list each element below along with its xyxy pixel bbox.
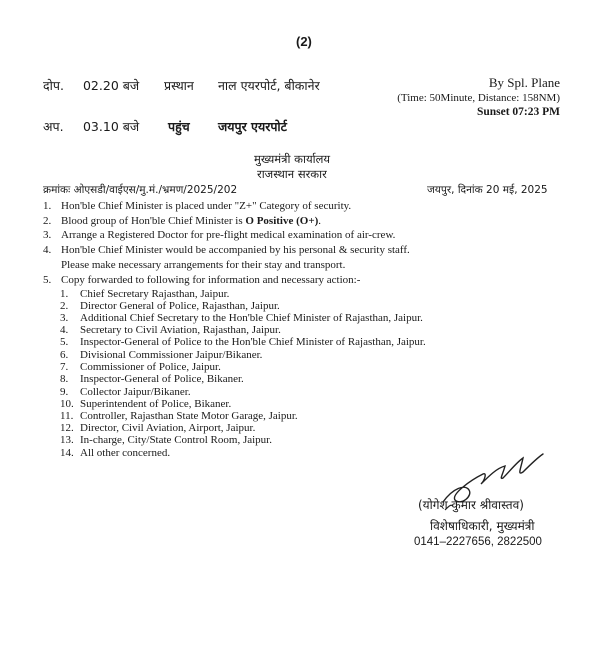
copy-item: 10. Superintendent of Police, Bikaner. <box>60 398 232 410</box>
copy-item: 11. Controller, Rajasthan State Motor Garage, Jaipur. <box>60 410 298 422</box>
office-subtitle: राजस्थान सरकार <box>257 167 327 181</box>
copy-item: 2. Director General of Police, Rajasthan, Jaipur. <box>60 300 280 312</box>
office-title: मुख्यमंत्री कार्यालय <box>254 152 331 166</box>
departure-label: दोप. <box>43 78 64 93</box>
point-1: 1. Hon'ble Chief Minister is placed under "Z+" Category of security. <box>43 200 352 212</box>
copy-item: 1. Chief Secretary Rajasthan, Jaipur. <box>60 288 230 300</box>
arrival-time: 03.10 बजे <box>82 119 140 134</box>
departure-place: नाल एयरपोर्ट, बीकानेर <box>217 78 320 93</box>
copy-item: 4. Secretary to Civil Aviation, Rajasthan, Jaipur. <box>60 324 281 336</box>
copy-item: 14. All other concerned. <box>60 447 171 459</box>
copy-item: 3. Additional Chief Secretary to the Hon'ble Chief Minister of Rajasthan, Jaipur. <box>60 312 423 324</box>
letter-date: जयपुर, दिनांक 20 मई, 2025 <box>427 184 548 196</box>
departure-time: 02.20 बजे <box>82 78 140 93</box>
signatory-name: (योगेश कुमार श्रीवास्तव) <box>418 498 524 512</box>
arrival-action: पहुंच <box>167 119 190 134</box>
point-2: 2. Blood group of Hon'ble Chief Minister is O Positive (O+). <box>43 215 322 227</box>
blood-group: O Positive (O+) <box>245 215 319 227</box>
departure-action: प्रस्थान <box>163 78 194 93</box>
departure-line <box>43 77 320 94</box>
arrival-place: जयपुर एयरपोर्ट <box>217 119 287 134</box>
point-3: 3. Arrange a Registered Doctor for pre-flight medical examination of air-crew. <box>43 229 396 241</box>
copy-item: 9. Collector Jaipur/Bikaner. <box>60 386 191 398</box>
copy-item: 13. In-charge, City/State Control Room, Jaipur. <box>60 434 272 446</box>
signatory-designation: विशेषाधिकारी, मुख्यमंत्री <box>430 519 535 533</box>
page-number: (2) <box>296 34 312 49</box>
point-4: 4. Hon'ble Chief Minister would be accompanied by his personal & security staff. <box>43 244 410 256</box>
arrival-label: अप. <box>43 119 64 134</box>
signatory-phone: 0141–2227656, 2822500 <box>414 536 542 548</box>
arrival-line <box>43 118 287 135</box>
flight-details: (Time: 50Minute, Distance: 158NM) <box>397 92 560 104</box>
flight-mode: By Spl. Plane <box>488 75 560 90</box>
sunset-time: Sunset 07:23 PM <box>476 106 560 118</box>
point-5: 5. Copy forwarded to following for information and necessary action:- <box>43 274 361 286</box>
copy-item: 5. Inspector-General of Police to the Hon'ble Chief Minister of Rajasthan, Jaipur. <box>60 336 426 348</box>
reference-number: क्रमांकः ओएसडी/वाईएस/मु.मं./भ्रमण/2025/202 <box>43 184 238 196</box>
copy-item: 8. Inspector-General of Police, Bikaner. <box>60 373 244 385</box>
copy-item: 6. Divisional Commissioner Jaipur/Bikaner. <box>60 349 263 361</box>
point-4-continued: Please make necessary arrangements for their stay and transport. <box>61 259 346 271</box>
copy-item: 12. Director, Civil Aviation, Airport, Jaipur. <box>60 422 256 434</box>
copy-item: 7. Commissioner of Police, Jaipur. <box>60 361 221 373</box>
